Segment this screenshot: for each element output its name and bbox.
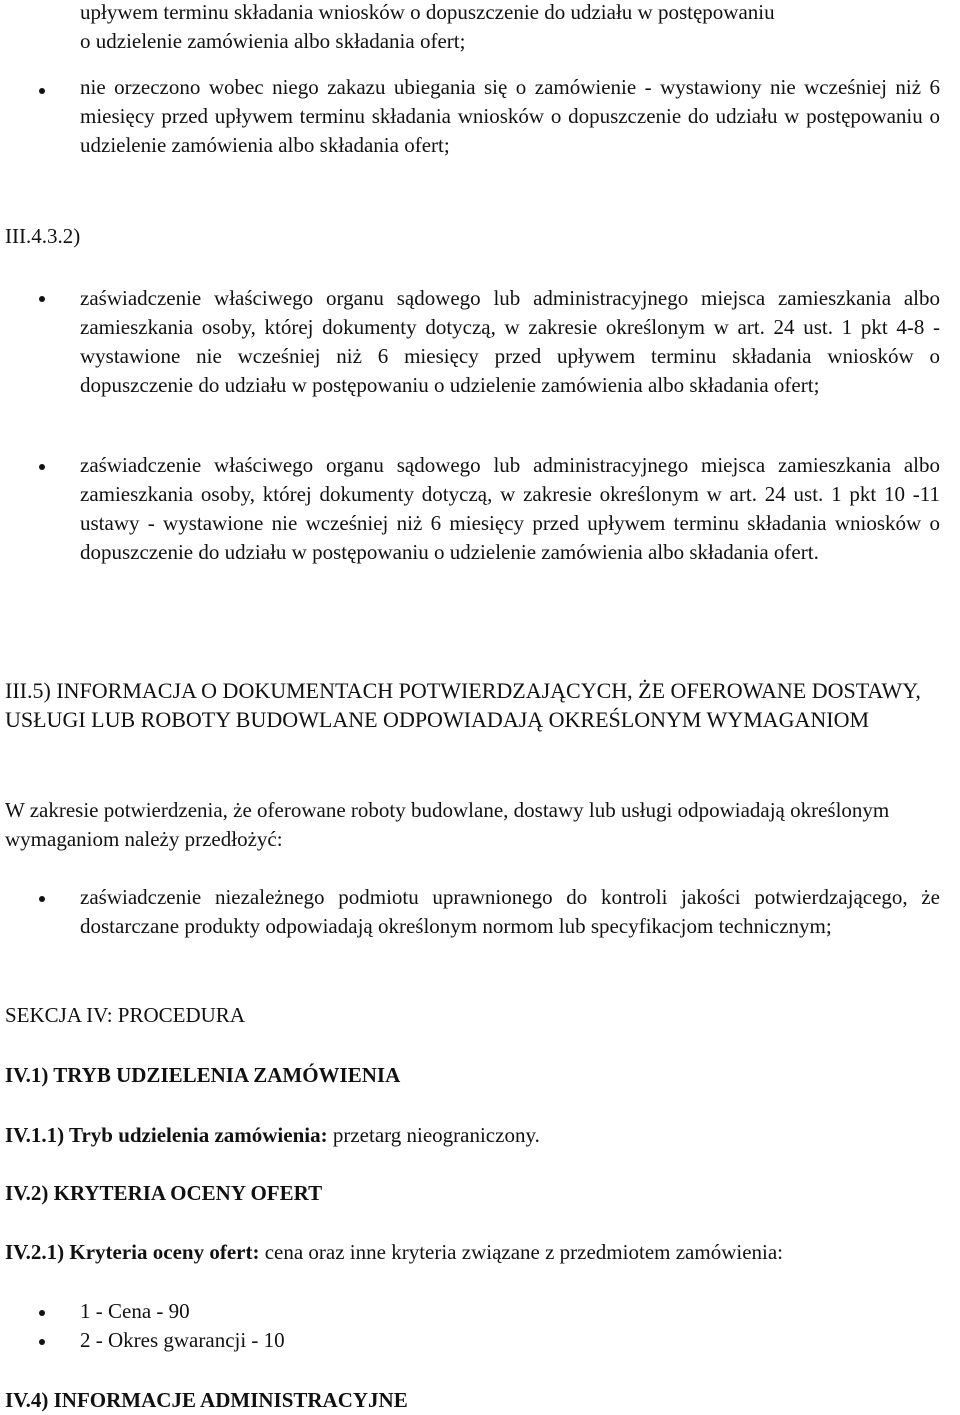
heading-iii5: III.5) INFORMACJA O DOKUMENTACH POTWIERDZAJĄCYCH, ŻE OFEROWANE DOSTAWY, USŁUGI LUB ROBOTY BUDOWLANE ODPOWIADAJĄ OKREŚLONYM WYMAGANIOM	[5, 678, 921, 732]
section-label: III.4.3.2)	[5, 224, 81, 248]
bullet-icon	[39, 1339, 45, 1345]
continuation-line-2: o udzielenie zamówienia albo składania ofert;	[80, 29, 466, 53]
bullet-icon	[39, 1310, 45, 1316]
list-item-jakosci: zaświadczenie niezależnego podmiotu uprawnionego do kontroli jakości potwierdzającego, że dostarczane produkty odpowiadają określonym normom lub specyfikacjom technicznym;	[80, 885, 940, 938]
list-item-zaswiadczenie-2: zaświadczenie właściwego organu sądowego lub administracyjnego miejsca zamieszkania albo zamieszkania osoby, której dokumenty dotyczą, w zakresie określonym w art. 24 ust. 1 pkt 10 -11 ustawy - wystawione nie wcześniej niż 6 miesięcy przed upływem terminu składania wniosków o dopuszczenie do udziału w postępowaniu o udzielenie zamówienia albo składania ofert.	[80, 453, 940, 564]
bullet-icon	[39, 896, 45, 902]
heading-iv4: IV.4) INFORMACJE ADMINISTRACYJNE	[5, 1388, 408, 1412]
continuation-line-1: upływem terminu składania wniosków o dopuszczenie do udziału w postępowaniu	[80, 0, 775, 24]
row-iv21	[5, 1238, 783, 1267]
label-iv21: IV.2.1) Kryteria oceny ofert:	[5, 1240, 260, 1264]
value-iv21: cena oraz inne kryteria związane z przedmiotem zamówienia:	[259, 1240, 784, 1264]
criteria-item-2: 2 - Okres gwarancji - 10	[80, 1328, 285, 1352]
list-item-zaswiadczenie-1: zaświadczenie właściwego organu sądowego lub administracyjnego miejsca zamieszkania albo zamieszkania osoby, której dokumenty dotyczą, w zakresie określonym w art. 24 ust. 1 pkt 4-8 - wystawione nie wcześniej niż 6 miesięcy przed upływem terminu składania wniosków o dopuszczenie do udziału w postępowaniu o udzielenie zamówienia albo składania ofert;	[80, 286, 940, 397]
bullet-icon	[39, 88, 45, 94]
section-iv-heading: SEKCJA IV: PROCEDURA	[5, 1003, 245, 1027]
label-iv11: IV.1.1) Tryb udzielenia zamówienia:	[5, 1123, 328, 1147]
paragraph-iii5: W zakresie potwierdzenia, że oferowane roboty budowlane, dostawy lub usługi odpowiadają określonym wymaganiom należy przedłożyć:	[5, 798, 890, 851]
row-iv11	[5, 1121, 540, 1150]
bullet-icon	[39, 296, 45, 302]
list-item-zakaz: nie orzeczono wobec niego zakazu ubiegania się o zamówienie - wystawiony nie wcześniej niż 6 miesięcy przed upływem terminu składania wniosków o dopuszczenie do udziału w postępowaniu o udzielenie zamówienia albo składania ofert;	[80, 75, 940, 157]
criteria-item-1: 1 - Cena - 90	[80, 1299, 190, 1323]
bullet-icon	[39, 464, 45, 470]
heading-iv2: IV.2) KRYTERIA OCENY OFERT	[5, 1181, 323, 1205]
heading-iv1: IV.1) TRYB UDZIELENIA ZAMÓWIENIA	[5, 1063, 401, 1087]
value-iv11: przetarg nieograniczony.	[327, 1123, 540, 1147]
